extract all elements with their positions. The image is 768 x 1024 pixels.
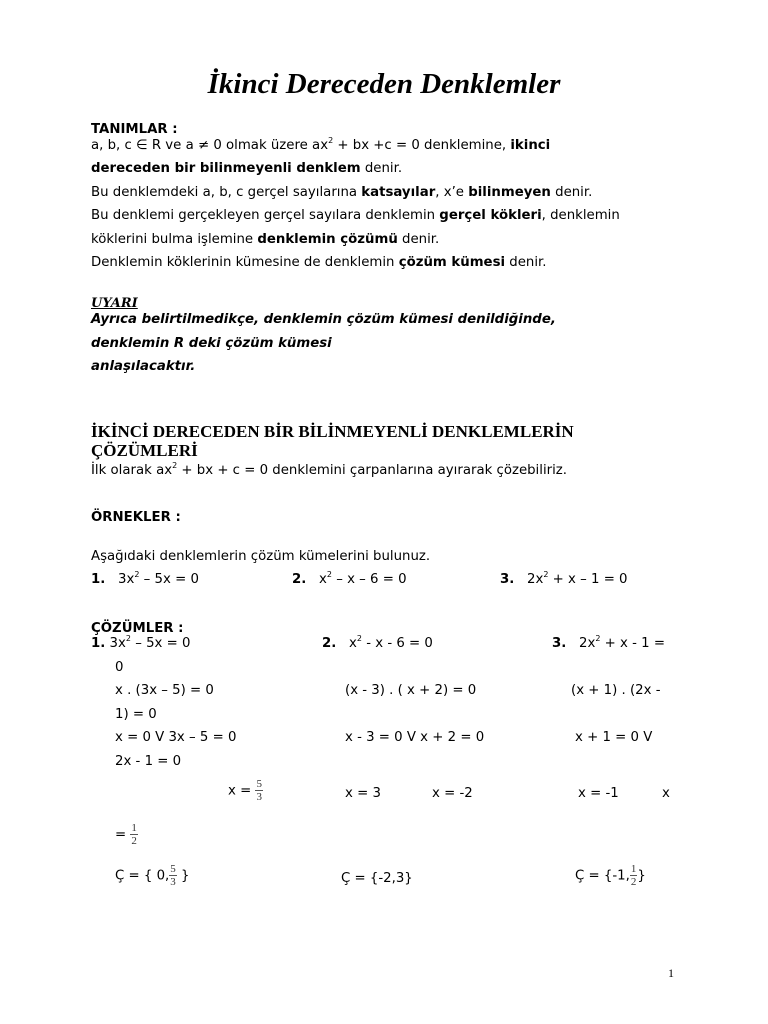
solution-1-split: x = 0 V 3x – 5 = 0 bbox=[115, 730, 237, 745]
definition-line-4 bbox=[91, 208, 620, 223]
solution-3-equation bbox=[552, 636, 665, 651]
example-number: 2. bbox=[292, 572, 307, 587]
solution-2-equation bbox=[322, 636, 433, 651]
text: – 5x = 0 bbox=[130, 636, 191, 651]
numerator: 5 bbox=[256, 778, 262, 790]
solution-1-set bbox=[115, 863, 189, 888]
text: + x - 1 = bbox=[600, 636, 665, 651]
text: bilinmeyen bbox=[468, 185, 551, 200]
superscript: 2 bbox=[125, 634, 131, 643]
superscript: 2 bbox=[595, 634, 601, 643]
solution-3-factor-wrap: 1) = 0 bbox=[115, 707, 157, 722]
solution-3-split: x + 1 = 0 V bbox=[575, 730, 653, 745]
solution-number: 1. bbox=[91, 636, 106, 651]
section-heading-line-2: ÇÖZÜMLERİ bbox=[91, 441, 198, 460]
solution-3-root-b-wrap bbox=[115, 822, 138, 847]
text: + bx + c = 0 denklemini çarpanlarına ayırarak çözebiliriz. bbox=[177, 463, 568, 478]
page-number: 1 bbox=[668, 966, 674, 980]
examples-heading: ÖRNEKLER : bbox=[91, 510, 181, 525]
fraction-five-thirds bbox=[169, 863, 177, 888]
solution-3-split-wrap: 2x - 1 = 0 bbox=[115, 754, 182, 769]
definition-line-3 bbox=[91, 185, 592, 200]
example-2 bbox=[292, 572, 407, 587]
example-3 bbox=[500, 572, 628, 587]
text: 2x bbox=[579, 636, 596, 651]
text: = bbox=[115, 827, 131, 843]
fraction-five-thirds bbox=[255, 778, 263, 803]
example-1 bbox=[91, 572, 199, 587]
text: ikinci bbox=[510, 138, 551, 153]
solution-3-equation-wrap: 0 bbox=[115, 660, 124, 675]
solution-3-factor: (x + 1) . (2x - bbox=[571, 683, 661, 698]
text: İlk olarak ax bbox=[91, 463, 173, 478]
text: çözüm kümesi bbox=[398, 255, 506, 270]
text: gerçel kökleri bbox=[439, 208, 542, 223]
examples-prompt: Aşağıdaki denklemlerin çözüm kümelerini bulunuz. bbox=[91, 549, 431, 564]
numerator: 1 bbox=[630, 863, 637, 875]
text: denklemin çözümü bbox=[257, 232, 398, 247]
definition-line-6 bbox=[91, 255, 547, 270]
text: – x – 6 = 0 bbox=[331, 572, 407, 587]
text: denir. bbox=[550, 185, 593, 200]
fraction-one-half bbox=[130, 822, 138, 847]
solution-1-equation bbox=[91, 636, 190, 651]
text: denir. bbox=[397, 232, 440, 247]
solution-3-root-b: x bbox=[662, 786, 670, 801]
text: x bbox=[319, 572, 327, 587]
solution-1-factor: x . (3x – 5) = 0 bbox=[115, 683, 214, 698]
text: , denklemin bbox=[541, 208, 620, 223]
example-number: 3. bbox=[500, 572, 515, 587]
warning-line-3: anlaşılacaktır. bbox=[91, 359, 196, 374]
text: dereceden bir bilinmeyenli denklem bbox=[91, 161, 361, 176]
superscript: 2 bbox=[356, 634, 362, 643]
warning-heading: UYARI bbox=[91, 296, 138, 311]
text: x = bbox=[228, 783, 256, 799]
text: Ç = {-1, bbox=[575, 868, 630, 884]
text: a, b, c ∈ R ve a ≠ 0 olmak üzere ax bbox=[91, 138, 329, 153]
solution-number: 3. bbox=[552, 636, 567, 651]
solution-2-factor: (x - 3) . ( x + 2) = 0 bbox=[345, 683, 477, 698]
text: katsayılar bbox=[361, 185, 436, 200]
denominator: 2 bbox=[630, 876, 637, 888]
denominator: 3 bbox=[256, 791, 262, 803]
text: + bx +c = 0 denklemine, bbox=[333, 138, 511, 153]
warning-line-2: denklemin R deki çözüm kümesi bbox=[91, 336, 332, 351]
solution-2-set: Ç = {-2,3} bbox=[341, 871, 413, 886]
section-intro bbox=[91, 463, 567, 478]
definition-line-5 bbox=[91, 232, 439, 247]
solution-1-root bbox=[228, 778, 263, 803]
text: Bu denklemdeki a, b, c gerçel sayılarına bbox=[91, 185, 362, 200]
superscript: 2 bbox=[543, 570, 549, 579]
text: x bbox=[349, 636, 357, 651]
example-number: 1. bbox=[91, 572, 106, 587]
superscript: 2 bbox=[172, 461, 178, 470]
definitions-heading: TANIMLAR : bbox=[91, 122, 178, 137]
definition-line-1 bbox=[91, 138, 550, 153]
solution-number: 2. bbox=[322, 636, 337, 651]
superscript: 2 bbox=[328, 136, 334, 145]
numerator: 1 bbox=[131, 822, 137, 834]
denominator: 2 bbox=[131, 835, 137, 847]
text: , x’e bbox=[435, 185, 469, 200]
text: köklerini bulma işlemine bbox=[91, 232, 258, 247]
superscript: 2 bbox=[134, 570, 140, 579]
solution-2-root-a: x = 3 bbox=[345, 786, 381, 801]
solution-2-split: x - 3 = 0 V x + 2 = 0 bbox=[345, 730, 485, 745]
text: + x – 1 = 0 bbox=[548, 572, 628, 587]
solutions-heading: ÇÖZÜMLER : bbox=[91, 621, 184, 636]
solution-2-root-b: x = -2 bbox=[432, 786, 473, 801]
numerator: 5 bbox=[170, 863, 176, 875]
solution-3-set bbox=[575, 863, 646, 888]
text: Denklemin köklerinin kümesine de denklemin bbox=[91, 255, 399, 270]
solution-3-root-a: x = -1 bbox=[578, 786, 619, 801]
definition-line-2 bbox=[91, 161, 402, 176]
page-title: İkinci Dereceden Denklemler bbox=[207, 68, 561, 100]
text: denir. bbox=[360, 161, 403, 176]
denominator: 3 bbox=[170, 876, 176, 888]
text: Bu denklemi gerçekleyen gerçel sayılara denklemin bbox=[91, 208, 440, 223]
text: 2x bbox=[527, 572, 544, 587]
text: 3x bbox=[109, 636, 126, 651]
text: } bbox=[176, 868, 190, 884]
text: - x - 6 = 0 bbox=[361, 636, 433, 651]
text: Ç = { 0, bbox=[115, 868, 170, 884]
text: } bbox=[637, 868, 646, 884]
section-heading-line-1: İKİNCİ DERECEDEN BİR BİLİNMEYENLİ DENKLEMLERİN bbox=[91, 422, 574, 441]
text: – 5x = 0 bbox=[139, 572, 199, 587]
warning-line-1: Ayrıca belirtilmedikçe, denklemin çözüm kümesi denildiğinde, bbox=[91, 312, 556, 327]
text: denir. bbox=[505, 255, 547, 270]
text: 3x bbox=[118, 572, 135, 587]
superscript: 2 bbox=[326, 570, 332, 579]
